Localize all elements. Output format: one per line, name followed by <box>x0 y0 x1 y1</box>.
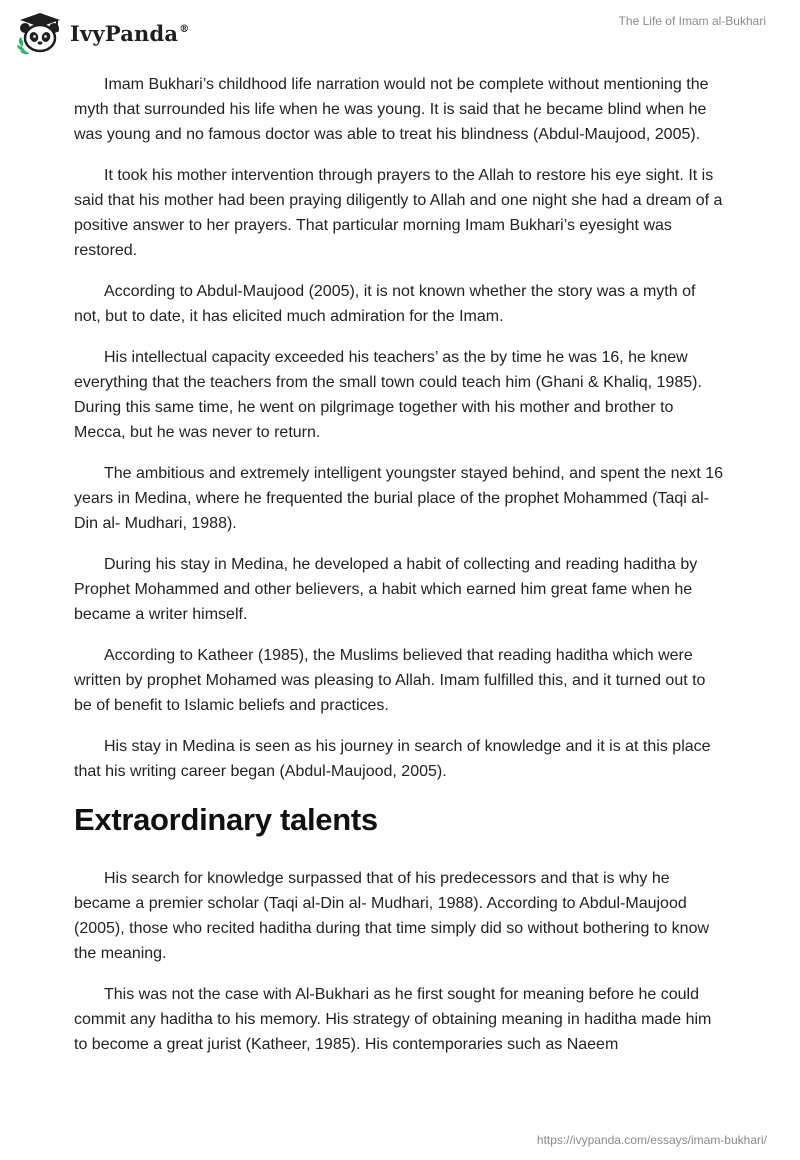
paragraph: This was not the case with Al-Bukhari as he first sought for meaning before he could commit any haditha to his memory. His strategy of obtaining meaning in haditha made him to become a great jurist (Katheer, 1985). His contemporaries such as Naeem <box>74 986 712 1053</box>
ivypanda-logo[interactable] <box>14 10 189 56</box>
paragraph: It took his mother intervention through prayers to the Allah to restore his eye sight. It is said that his mother had been praying diligently to Allah and one night she had a dream of a positive answer to her prayers. That particular morning Imam Bukhari’s eyesight was restored. <box>74 167 723 259</box>
paragraph: His search for knowledge surpassed that of his predecessors and that is why he became a premier scholar (Taqi al-Din al- Mudhari, 1988). According to Abdul-Maujood (2005), those who recited haditha during that time simply did so without bothering to know the meaning. <box>74 870 710 962</box>
paragraph: The ambitious and extremely intelligent youngster stayed behind, and spent the next 16 years in Medina, where he frequented the burial place of the prophet Mohammed (Taqi al-Din al- Mudhari, 1988). <box>74 465 724 532</box>
paragraph: His stay in Medina is seen as his journey in search of knowledge and it is at this place that his writing career began (Abdul-Maujood, 2005). <box>74 738 711 780</box>
document-title: The Life of Imam al-Bukhari <box>618 14 766 28</box>
paragraph: Imam Bukhari’s childhood life narration would not be complete without mentioning the myth that surrounded his life when he was young. It is said that he became blind when he was young and no famous doctor was able to treat his blindness (Abdul-Maujood, 2005). <box>74 76 709 143</box>
page-header <box>0 0 800 70</box>
brand-name: IvyPanda® <box>70 20 190 46</box>
paragraph: According to Katheer (1985), the Muslims believed that reading haditha which were written by prophet Mohamed was pleasing to Allah. Imam fulfilled this, and it turned out to be of benefit to Islamic beliefs and practices. <box>74 647 706 714</box>
paragraph: According to Abdul-Maujood (2005), it is not known whether the story was a myth of not, but to date, it has elicited much admiration for the Imam. <box>74 283 696 325</box>
source-url[interactable]: https://ivypanda.com/essays/imam-bukhari/ <box>536 1133 767 1147</box>
paragraph: During his stay in Medina, he developed a habit of collecting and reading haditha by Prophet Mohammed and other believers, a habit which earned him great fame when he became a writer himself. <box>74 556 698 623</box>
essay-content <box>74 72 726 1073</box>
panda-graduate-icon <box>14 11 66 55</box>
paragraph: His intellectual capacity exceeded his teachers’ as the by time he was 16, he knew everything that the teachers from the small town could teach him (Ghani & Khaliq, 1985). During this same time, he went on pilgrimage together with his mother and brother to Mecca, but he was never to return. <box>74 349 702 441</box>
section-heading: Extraordinary talents <box>74 802 378 837</box>
